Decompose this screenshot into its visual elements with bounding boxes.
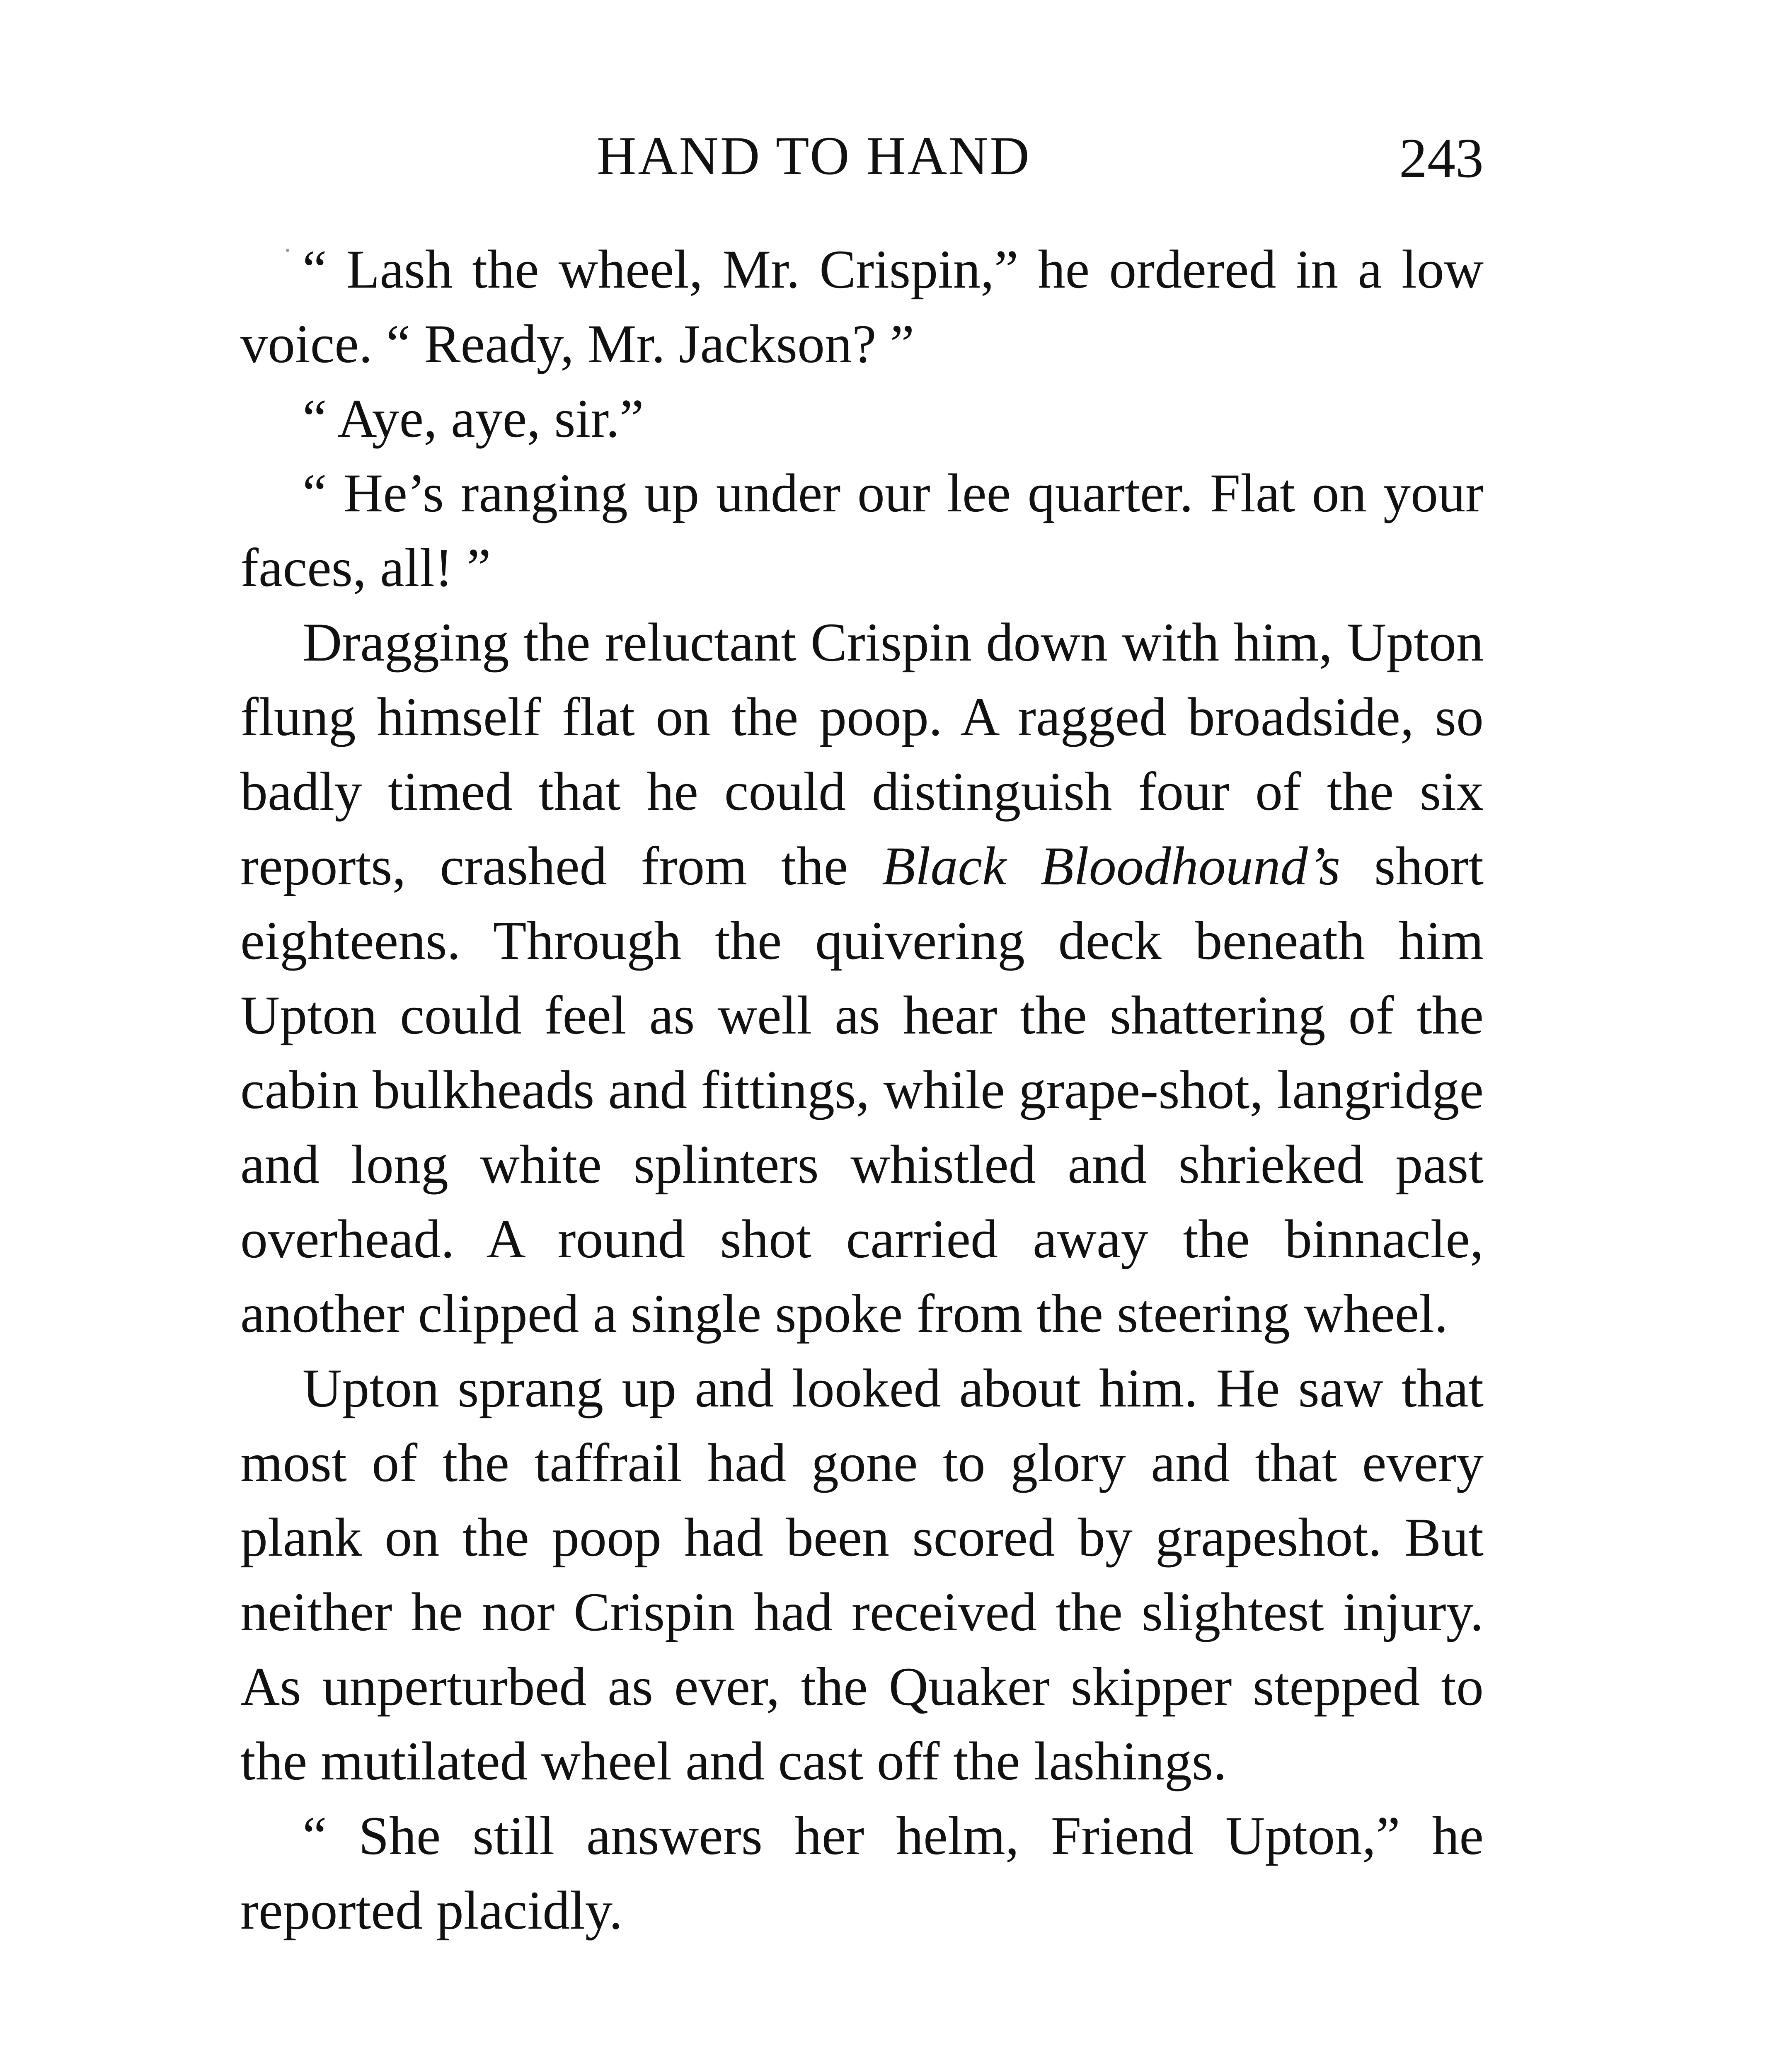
print-speck [286,249,289,252]
paragraph-answers-helm: “ She still answers her helm, Friend Upton,” he reported placidly. [240,1805,1484,1941]
paragraph-broadside-start: Dragging the reluctant Crispin down with him, Upton flung himself flat on the poop. A ragged broadside, so badly timed that he could distinguish four of the six reports, crashed from the [240,612,1484,896]
page-body [240,232,1484,1948]
paragraph-ranging-up: “ He’s ranging up under our lee quarter. Flat on your faces, all! ” [240,462,1484,598]
paragraph-lash-the-wheel: “ Lash the wheel, Mr. Crispin,” he ordered in a low voice. “ Ready, Mr. Jackson? ” [240,239,1484,374]
paragraph-aye-aye: “ Aye, aye, sir.” [303,388,644,449]
ship-name: Black Bloodhound’s [882,835,1341,896]
chapter-title: HAND TO HAND [597,125,1031,186]
paragraph-broadside-end: short eighteens. Through the quivering deck beneath him Upton could feel as well as hear the shattering of the cabin bulkheads and fittings, while grape-shot, langridge and long white splinters whistled and shrieked past overhead. A round shot carried away the binnacle, another clipped a single spoke from the steering wheel. [240,835,1484,1344]
paragraph-upton-sprang-up: Upton sprang up and looked about him. He saw that most of the taffrail had gone to glory and that every plank on the poop had been scored by grapeshot. But neither he nor Crispin had received the slightest injury. As unperturbed as ever, the Quaker skipper stepped to the mutilated wheel and cast off the lashings. [240,1358,1484,1791]
running-header [240,125,1484,211]
paragraph-broadside [240,605,1484,1351]
page-number: 243 [1399,127,1484,189]
